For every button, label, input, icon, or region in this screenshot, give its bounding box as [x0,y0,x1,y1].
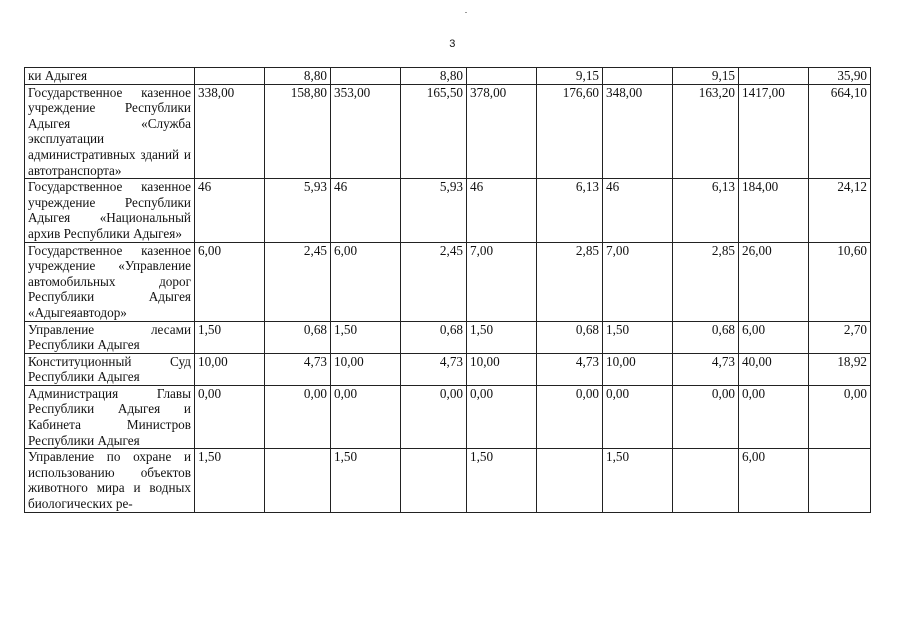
amount-value-cell: 163,20 [673,84,739,179]
organization-name-cell: ки Адыгея [25,68,195,85]
plan-value-cell: 46 [467,179,537,242]
amount-value-cell: 2,85 [673,242,739,321]
amount-value-cell: 0,00 [401,385,467,448]
plan-value-cell: 1,50 [195,321,265,353]
organization-name-cell: Государственное казенное учреждение Республики Адыгея «Служба эксплуатации административных зданий и автотранспорта» [25,84,195,179]
table-row [25,449,871,512]
plan-value-cell: 1,50 [467,449,537,512]
scan-speck [465,12,467,13]
plan-value-cell: 7,00 [603,242,673,321]
plan-value-cell: 1417,00 [739,84,809,179]
plan-value-cell: 46 [331,179,401,242]
plan-value-cell: 1,50 [603,321,673,353]
amount-value-cell [673,449,739,512]
plan-value-cell: 1,50 [331,321,401,353]
plan-value-cell: 1,50 [195,449,265,512]
amount-value-cell: 6,13 [537,179,603,242]
amount-value-cell: 2,45 [265,242,331,321]
plan-value-cell [331,68,401,85]
plan-value-cell: 6,00 [331,242,401,321]
table-row [25,179,871,242]
organization-name-cell: Управление по охране и использованию объектов животного мира и водных биологических ре- [25,449,195,512]
amount-value-cell: 0,00 [809,385,871,448]
plan-value-cell: 40,00 [739,353,809,385]
amount-value-cell: 0,68 [537,321,603,353]
organization-name-cell: Государственное казенное учреждение «Управление автомобильных дорог Республики Адыгея «Адыгеяавтодор» [25,242,195,321]
plan-value-cell: 1,50 [603,449,673,512]
amount-value-cell: 35,90 [809,68,871,85]
plan-value-cell: 6,00 [195,242,265,321]
plan-value-cell: 1,50 [331,449,401,512]
plan-value-cell: 10,00 [331,353,401,385]
amount-value-cell [537,449,603,512]
plan-value-cell: 0,00 [331,385,401,448]
plan-value-cell: 46 [195,179,265,242]
table-row [25,385,871,448]
amount-value-cell: 8,80 [265,68,331,85]
amount-value-cell: 0,00 [265,385,331,448]
organization-name-cell: Конституционный Суд Республики Адыгея [25,353,195,385]
plan-value-cell: 0,00 [603,385,673,448]
amount-value-cell: 0,68 [265,321,331,353]
plan-value-cell: 338,00 [195,84,265,179]
amount-value-cell [401,449,467,512]
amount-value-cell: 24,12 [809,179,871,242]
plan-value-cell: 353,00 [331,84,401,179]
amount-value-cell: 2,45 [401,242,467,321]
amount-value-cell: 4,73 [401,353,467,385]
page-number: 3 [449,38,456,50]
plan-value-cell: 0,00 [467,385,537,448]
amount-value-cell: 664,10 [809,84,871,179]
amount-value-cell: 6,13 [673,179,739,242]
plan-value-cell: 184,00 [739,179,809,242]
organization-name-cell: Управление лесами Республики Адыгея [25,321,195,353]
plan-value-cell: 1,50 [467,321,537,353]
plan-value-cell [467,68,537,85]
amount-value-cell: 10,60 [809,242,871,321]
amount-value-cell: 9,15 [673,68,739,85]
amount-value-cell: 0,68 [673,321,739,353]
plan-value-cell: 10,00 [195,353,265,385]
amount-value-cell: 0,00 [537,385,603,448]
table-row [25,84,871,179]
amount-value-cell: 0,68 [401,321,467,353]
plan-value-cell: 348,00 [603,84,673,179]
organization-name-cell: Администрация Главы Республики Адыгея и Кабинета Министров Республики Адыгея [25,385,195,448]
amount-value-cell: 4,73 [537,353,603,385]
table-row [25,68,871,85]
table-row [25,353,871,385]
plan-value-cell: 26,00 [739,242,809,321]
amount-value-cell: 9,15 [537,68,603,85]
amount-value-cell: 158,80 [265,84,331,179]
amount-value-cell: 2,70 [809,321,871,353]
plan-value-cell: 46 [603,179,673,242]
plan-value-cell [739,68,809,85]
amount-value-cell: 8,80 [401,68,467,85]
plan-value-cell: 378,00 [467,84,537,179]
plan-value-cell: 6,00 [739,321,809,353]
plan-value-cell: 10,00 [603,353,673,385]
amount-value-cell [809,449,871,512]
plan-value-cell: 0,00 [739,385,809,448]
organization-name-cell: Государственное казенное учреждение Республики Адыгея «Национальный архив Республики Адыгея» [25,179,195,242]
table-row [25,242,871,321]
amount-value-cell: 4,73 [673,353,739,385]
table-row [25,321,871,353]
amount-value-cell: 2,85 [537,242,603,321]
plan-value-cell: 6,00 [739,449,809,512]
plan-value-cell: 0,00 [195,385,265,448]
amount-value-cell: 5,93 [265,179,331,242]
amount-value-cell: 5,93 [401,179,467,242]
amount-value-cell: 0,00 [673,385,739,448]
plan-value-cell: 10,00 [467,353,537,385]
plan-value-cell: 7,00 [467,242,537,321]
plan-value-cell [195,68,265,85]
amount-value-cell: 165,50 [401,84,467,179]
budget-table [24,67,871,513]
amount-value-cell: 176,60 [537,84,603,179]
amount-value-cell [265,449,331,512]
table-body [25,68,871,513]
plan-value-cell [603,68,673,85]
amount-value-cell: 18,92 [809,353,871,385]
amount-value-cell: 4,73 [265,353,331,385]
